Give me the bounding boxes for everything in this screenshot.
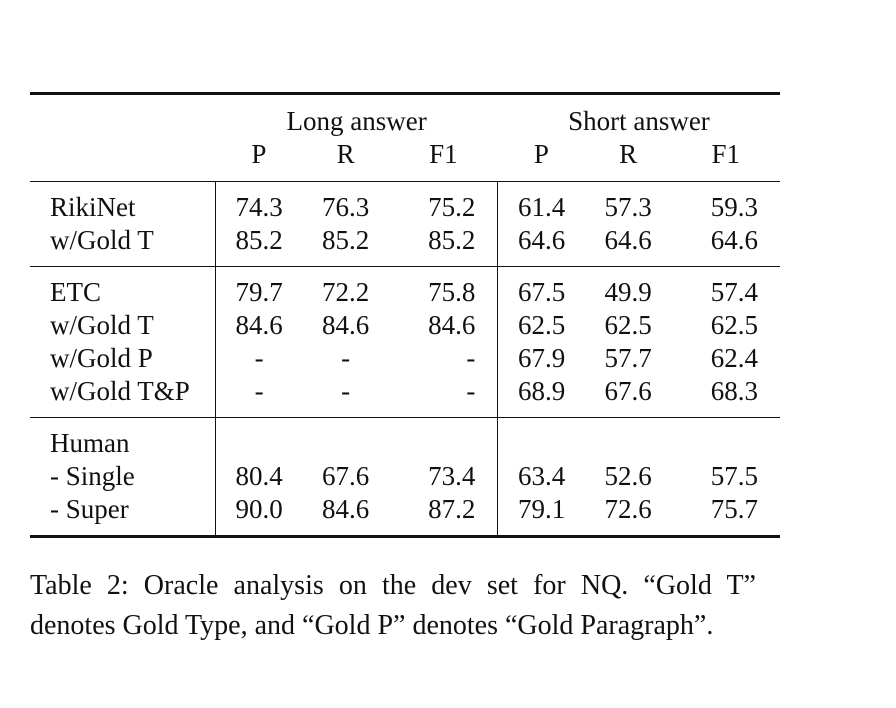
- value-cell: 76.3: [322, 192, 370, 222]
- table-row: [30, 342, 780, 375]
- value-cell: 57.5: [710, 461, 758, 491]
- value-cell: 49.9: [604, 277, 652, 307]
- value-cell: 79.7: [215, 267, 302, 310]
- value-cell: 57.4: [710, 277, 758, 307]
- value-cell: 87.2: [428, 494, 476, 524]
- value-cell: 57.3: [604, 192, 652, 222]
- value-cell: 62.5: [498, 309, 585, 342]
- empty-corner-cell: [30, 94, 215, 139]
- table-row: [30, 460, 780, 493]
- table-row: [30, 375, 780, 418]
- value-cell: 85.2: [215, 224, 302, 267]
- value-cell: 84.6: [322, 310, 370, 340]
- value-cell: [585, 418, 672, 461]
- value-cell: 59.3: [710, 192, 758, 222]
- group-header-row: [30, 94, 780, 139]
- value-cell: [389, 418, 498, 461]
- value-cell: 85.2: [322, 225, 370, 255]
- table-row: [30, 182, 780, 225]
- value-cell: 79.1: [498, 493, 585, 537]
- value-cell: -: [215, 375, 302, 418]
- long-answer-header: Long answer: [286, 106, 427, 136]
- table-row: [30, 309, 780, 342]
- metric-header: R: [619, 139, 638, 169]
- value-cell: 57.7: [604, 343, 652, 373]
- results-table-container: [30, 92, 780, 538]
- table-row: [30, 418, 780, 461]
- value-cell: 67.6: [322, 461, 370, 491]
- value-cell: 64.6: [498, 224, 585, 267]
- table-row: [30, 224, 780, 267]
- metric-header-row: [30, 138, 780, 182]
- table-body: [30, 182, 780, 537]
- row-label: w/Gold P: [50, 343, 153, 373]
- row-label: ETC: [50, 277, 101, 307]
- value-cell: -: [341, 343, 351, 373]
- value-cell: 61.4: [498, 182, 585, 225]
- value-cell: 75.8: [428, 277, 476, 307]
- value-cell: 73.4: [428, 461, 476, 491]
- value-cell: -: [341, 376, 351, 406]
- value-cell: 67.6: [604, 376, 652, 406]
- value-cell: [215, 418, 302, 461]
- value-cell: 63.4: [498, 460, 585, 493]
- metric-header: F1: [711, 139, 740, 169]
- value-cell: 75.2: [428, 192, 476, 222]
- value-cell: 84.6: [215, 309, 302, 342]
- value-cell: 80.4: [215, 460, 302, 493]
- value-cell: 74.3: [215, 182, 302, 225]
- value-cell: 62.4: [710, 343, 758, 373]
- table-row: [30, 267, 780, 310]
- row-label: RikiNet: [50, 192, 136, 222]
- row-label: - Single: [50, 461, 135, 491]
- row-label: w/Gold T: [50, 225, 154, 255]
- value-cell: [671, 418, 780, 461]
- value-cell: 68.3: [710, 376, 758, 406]
- value-cell: 72.6: [604, 494, 652, 524]
- value-cell: 62.5: [710, 310, 758, 340]
- value-cell: 85.2: [428, 225, 476, 255]
- metric-header: F1: [429, 139, 458, 169]
- value-cell: [498, 418, 585, 461]
- table-caption: Table 2: Oracle analysis on the dev set for NQ. “Gold T” denotes Gold Type, and “Gold P” denotes “Gold Paragraph”.: [30, 570, 756, 641]
- value-cell: -: [466, 343, 476, 373]
- empty-corner-cell-2: [30, 138, 215, 182]
- metric-header: R: [336, 139, 355, 169]
- value-cell: 75.7: [710, 494, 758, 524]
- value-cell: 67.9: [498, 342, 585, 375]
- value-cell: 62.5: [604, 310, 652, 340]
- value-cell: 84.6: [322, 494, 370, 524]
- row-label: w/Gold T: [50, 310, 154, 340]
- value-cell: 72.2: [322, 277, 370, 307]
- metric-header: P: [533, 139, 549, 169]
- value-cell: -: [215, 342, 302, 375]
- value-cell: [302, 418, 389, 461]
- row-label: - Super: [50, 494, 129, 524]
- value-cell: 52.6: [604, 461, 652, 491]
- value-cell: -: [466, 376, 476, 406]
- row-label: Human: [50, 428, 130, 458]
- oracle-analysis-table: [30, 92, 780, 538]
- value-cell: 64.6: [710, 225, 758, 255]
- metric-header: P: [251, 139, 267, 169]
- value-cell: 90.0: [215, 493, 302, 537]
- short-answer-header: Short answer: [568, 106, 710, 136]
- value-cell: 68.9: [498, 375, 585, 418]
- value-cell: 67.5: [498, 267, 585, 310]
- value-cell: 64.6: [604, 225, 652, 255]
- row-label: w/Gold T&P: [50, 376, 190, 406]
- table-row: [30, 493, 780, 537]
- value-cell: 84.6: [428, 310, 476, 340]
